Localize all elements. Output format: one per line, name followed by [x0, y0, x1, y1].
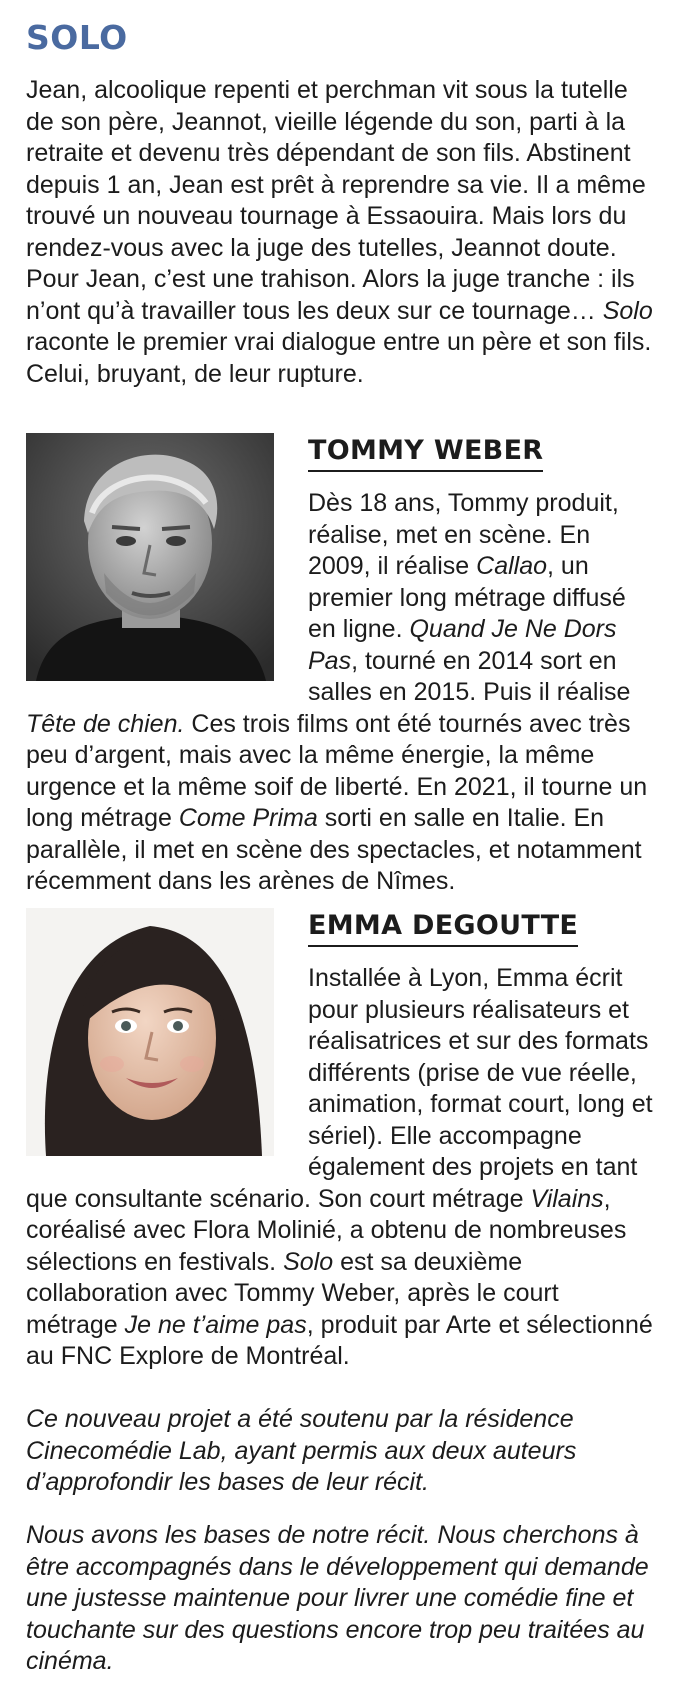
synopsis	[26, 75, 656, 390]
portrait-woman-image	[26, 908, 274, 1156]
page-title: SOLO	[26, 18, 128, 57]
portrait-man-image	[26, 433, 274, 681]
bio-tommy-weber	[26, 433, 656, 898]
bio-text-emma: Installée à Lyon, Emma écrit pour plusieurs réalisateurs et réalisatrices et sur des formats différents (prise de vue réelle, animation, format court, long et sériel). Elle accompagne également des projets en tant que consultante scénario. Son court métrage Vilains, coréalisé avec Flora Molinié, a obtenu de nombreuses sélections en festivals. Solo est sa deuxième collaboration avec Tommy Weber, après le court métrage Je ne t’aime pas, produit par Arte et sélectionné au FNC Explore de Montréal.	[26, 964, 653, 1370]
bio-text-tommy: Dès 18 ans, Tommy produit, réalise, met en scène. En 2009, il réalise Callao, un premier long métrage diffusé en ligne. Quand Je Ne Dors Pas, tourné en 2014 sort en salles en 2015. Puis il réalise Tête de chien. Ces trois films ont été tournés avec très peu d’argent, mais avec la même énergie, la même urgence et la même soif de liberté. En 2021, il tourne un long métrage Come Prima sorti en salle en Italie. En parallèle, il met en scène des spectacles, et notamment récemment dans les arènes de Nîmes.	[26, 489, 648, 895]
synopsis-text-1: Jean, alcoolique repenti et perchman vit sous la tutelle de son père, Jeannot, vieille légende du son, parti à la retraite et devenu très dépendant de son fils. Abstinent depuis 1 an, Jean est prêt à reprendre sa vie. Il a même trouvé un nouveau tournage à Essaouira. Mais lors du rendez-vous avec la juge des tutelles, Jeannot doute. Pour Jean, c’est une trahison. Alors la juge tranche : ils n’ont qu’à travailler tous les deux sur ce tournage…	[26, 76, 646, 325]
bio-emma-degoutte	[26, 908, 656, 1373]
synopsis-text-2: raconte le premier vrai dialogue entre un père et son fils. Celui, bruyant, de leur rupture.	[26, 328, 652, 388]
bio-name-tommy: TOMMY WEBER	[26, 433, 656, 472]
intent-note: Nous avons les bases de notre récit. Nous cherchons à être accompagnés dans le développement qui demande une justesse maintenue pour livrer une comédie fine et touchante sur des questions encore trop peu traitées au cinéma.	[26, 1521, 649, 1675]
synopsis-title-italic: Solo	[602, 296, 653, 325]
emma-degoutte-photo	[26, 908, 274, 1156]
bio-name-emma: EMMA DEGOUTTE	[26, 908, 656, 947]
support-note: Ce nouveau projet a été soutenu par la résidence Cinecomédie Lab, ayant permis aux deux auteurs d’approfondir les bases de leur récit.	[26, 1405, 577, 1496]
tommy-weber-photo	[26, 433, 274, 681]
